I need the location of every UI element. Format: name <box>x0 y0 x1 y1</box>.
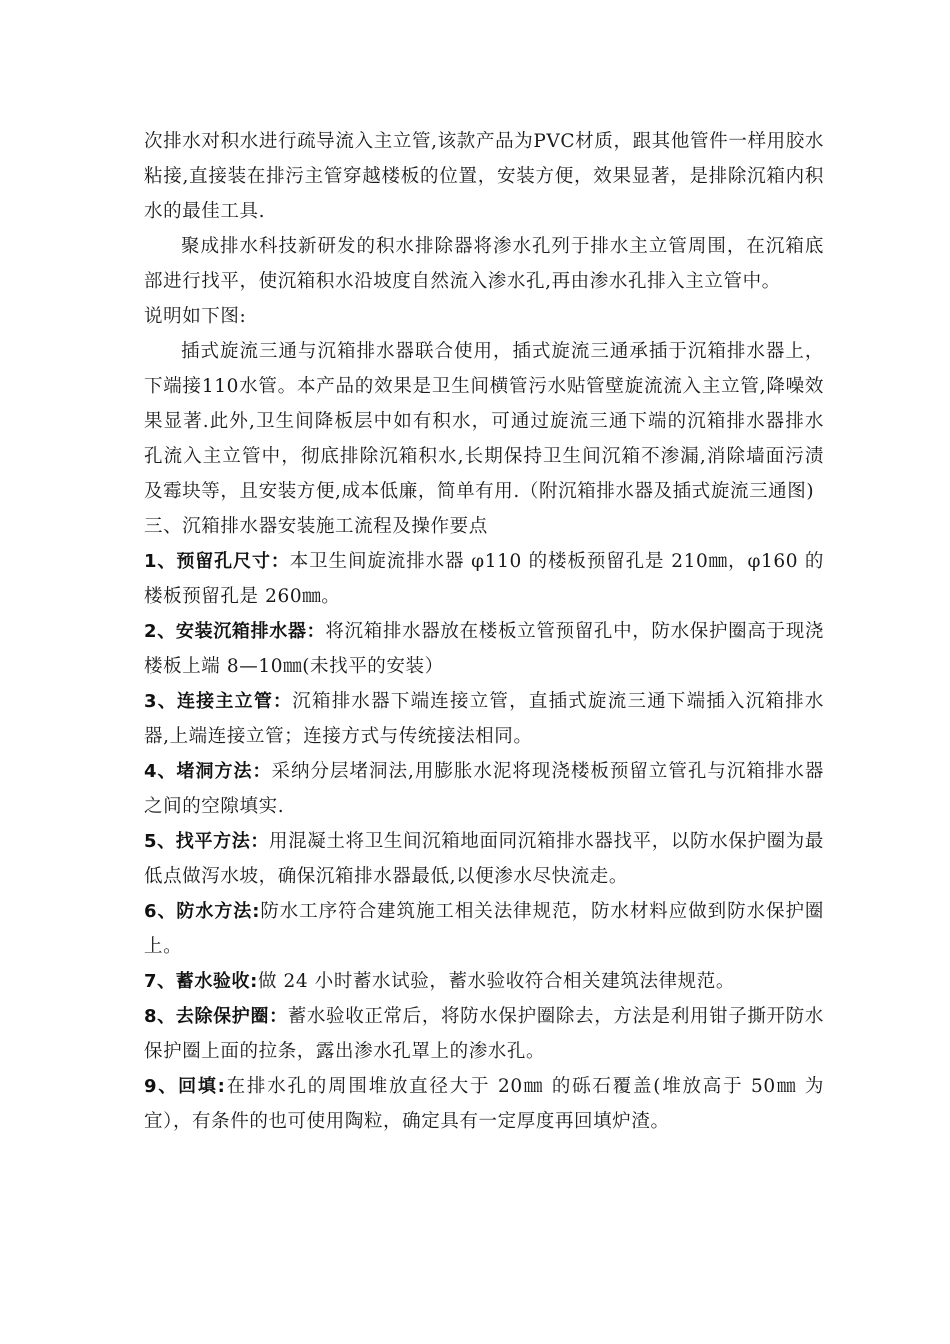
document-body <box>144 124 824 1139</box>
step-item <box>144 614 824 684</box>
step-label: 5、找平方法： <box>144 831 269 852</box>
step-label: 2、安装沉箱排水器： <box>144 621 326 642</box>
step-label: 1、预留孔尺寸： <box>144 551 290 572</box>
step-text: 防水工序符合建筑施工相关法律规范，防水材料应做到防水保护圈上。 <box>144 901 824 957</box>
step-text: 本卫生间旋流排水器 φ110 的楼板预留孔是 210㎜，φ160 的楼板预留孔是 260㎜。 <box>144 551 825 607</box>
paragraph-plug-in-swirl-tee: 插式旋流三通与沉箱排水器联合使用，插式旋流三通承插于沉箱排水器上，下端接110水管。本产品的效果是卫生间横管污水贴管壁旋流流入主立管,降噪效果显著.此外,卫生间降板层中如有积水，可通过旋流三通下端的沉箱排水器排水孔流入主立管中，彻底排除沉箱积水,长期保持卫生间沉箱不渗漏,消除墙面污渍及霉块等，且安装方便,成本低廉，简单有用.（附沉箱排水器及插式旋流三通图) <box>144 341 824 502</box>
step-label: 4、堵洞方法： <box>144 761 272 782</box>
step-item <box>144 544 824 614</box>
step-item <box>144 824 824 894</box>
step-item <box>144 894 824 964</box>
paragraph-product-intro-continued: 次排水对积水进行疏导流入主立管,该款产品为PVC材质，跟其他管件一样用胶水粘接,直接装在排污主管穿越楼板的位置，安装方便，效果显著，是排除沉箱内积水的最佳工具. <box>144 131 824 222</box>
step-item <box>144 754 824 824</box>
step-item <box>144 964 824 999</box>
step-label: 7、蓄水验收: <box>144 971 258 992</box>
section-heading-installation: 三、沉箱排水器安装施工流程及操作要点 <box>144 516 488 537</box>
step-label: 9、回填: <box>144 1076 226 1097</box>
step-text: 用混凝土将卫生间沉箱地面同沉箱排水器找平，以防水保护圈为最低点做泻水坡，确保沉箱排水器最低,以便渗水尽快流走。 <box>144 831 824 887</box>
step-text: 沉箱排水器下端连接立管，直插式旋流三通下端插入沉箱排水器,上端连接立管；连接方式与传统接法相同。 <box>144 691 825 747</box>
step-label: 3、连接主立管： <box>144 691 293 712</box>
step-text: 蓄水验收正常后，将防水保护圈除去，方法是利用钳子撕开防水保护圈上面的拉条，露出渗水孔罩上的渗水孔。 <box>144 1006 824 1062</box>
step-item <box>144 684 824 754</box>
step-text: 采纳分层堵洞法,用膨胀水泥将现浇楼板预留立管孔与沉箱排水器之间的空隙填实. <box>144 761 824 817</box>
paragraph-illustration-note: 说明如下图: <box>144 306 247 327</box>
step-item <box>144 999 824 1069</box>
step-text: 做 24 小时蓄水试验，蓄水验收符合相关建筑法律规范。 <box>257 971 735 992</box>
step-text: 在排水孔的周围堆放直径大于 20㎜ 的砾石覆盖(堆放高于 50㎜ 为宜），有条件的也可使用陶粒，确定具有一定厚度再回填炉渣。 <box>144 1076 824 1132</box>
step-text: 将沉箱排水器放在楼板立管预留孔中，防水保护圈高于现浇楼板上端 8—10㎜(未找平的安装） <box>144 621 824 677</box>
step-label: 6、防水方法: <box>144 901 261 922</box>
step-item <box>144 1069 824 1139</box>
step-label: 8、去除保护圈： <box>144 1006 288 1027</box>
paragraph-juncheng-drainage: 聚成排水科技新研发的积水排除器将渗水孔列于排水主立管周围，在沉箱底部进行找平，使沉箱积水沿坡度自然流入渗水孔,再由渗水孔排入主立管中。 <box>144 236 824 292</box>
